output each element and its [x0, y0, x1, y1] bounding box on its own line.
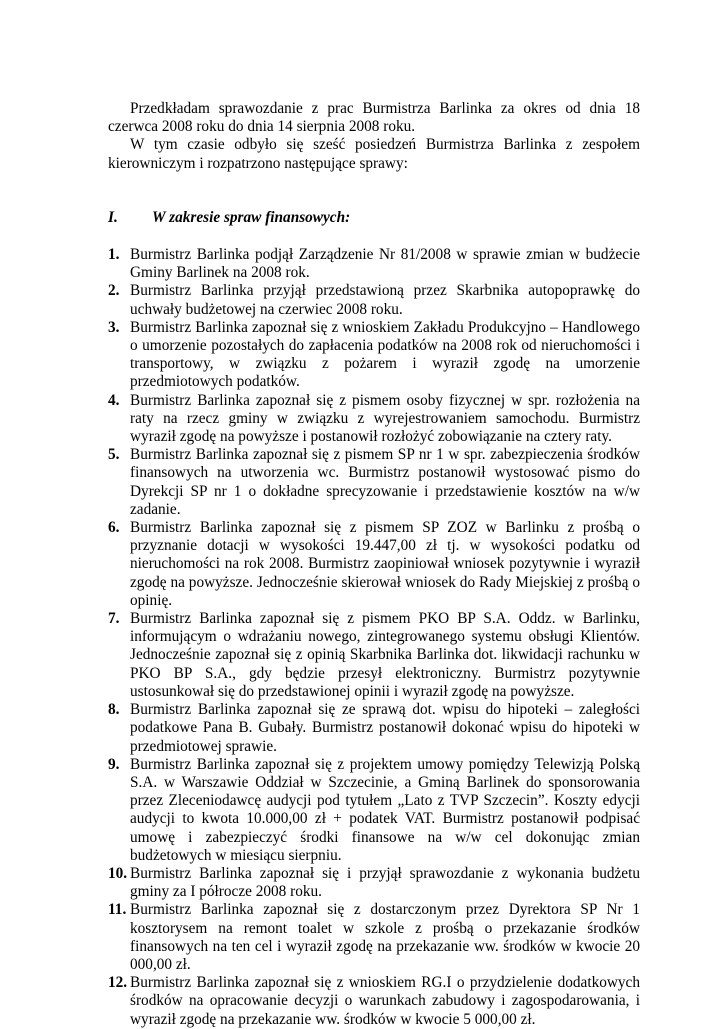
list-item [108, 865, 640, 901]
item-text: Burmistrz Barlinka zapoznał się z pismem SP ZOZ w Barlinku z prośbą o przyznanie dotacji w wysokości 19.447,00 zł tj. w wysokości podatku od nieruchomości na rok 2008. Burmistrz zaopiniował wniosek pozytywnie i wyraził zgodę na powyższe. Jednocześnie skierował wniosek do Rady Miejskiej z prośbą o opinię. [130, 519, 640, 609]
list-item [108, 282, 640, 318]
item-number: 4. [108, 391, 120, 409]
item-number: 10. [108, 864, 128, 882]
intro-paragraph-1: Przedkładam sprawozdanie z prac Burmistrza Barlinka za okres od dnia 18 czerwca 2008 roku do dnia 14 sierpnia 2008 roku. [108, 100, 640, 136]
item-number: 1. [108, 246, 120, 264]
list-item [108, 701, 640, 756]
item-number: 7. [108, 610, 120, 628]
item-text: Burmistrz Barlinka zapoznał się z wnioskiem RG.I o przydzielenie dodatkowych środków na opracowanie decyzji o warunkach zabudowy i zagospodarowania, i wyraził zgodę na przekazanie ww. środków w kwocie 5 000,00 zł. [130, 974, 640, 1028]
items-list [108, 246, 640, 1029]
list-item [108, 901, 640, 974]
item-number: 3. [108, 318, 120, 336]
item-text: Burmistrz Barlinka zapoznał się i przyjął sprawozdanie z wykonania budżetu gminy za I półrocze 2008 roku. [130, 864, 640, 901]
item-number: 8. [108, 701, 120, 719]
item-text: Burmistrz Barlinka podjął Zarządzenie Nr 81/2008 w sprawie zmian w budżecie Gminy Barlinek na 2008 rok. [130, 246, 640, 282]
list-item [108, 974, 640, 1029]
list-item [108, 446, 640, 519]
item-text: Burmistrz Barlinka zapoznał się z dostarczonym przez Dyrektora SP Nr 1 kosztorysem na remont toalet w szkole z prośbą o przekazanie środków finansowych na ten cel i wyraził zgodę na przekazanie ww. środków w kwocie 20 000,00 zł. [130, 901, 640, 973]
item-number: 2. [108, 282, 120, 300]
item-text: Burmistrz Barlinka zapoznał się ze sprawą dot. wpisu do hipoteki – zaległości podatkowe Pana B. Gubały. Burmistrz postanowił dokonać wpisu do hipoteki w przedmiotowej sprawie. [130, 701, 640, 755]
item-number: 9. [108, 755, 120, 773]
item-number: 6. [108, 519, 120, 537]
item-text: Burmistrz Barlinka zapoznał się z wnioskiem Zakładu Produkcyjno – Handlowego o umorzenie pozostałych do zapłacenia podatków na 2008 rok od nieruchomości i transportowy, w związku z pożarem i wyraził zgodę na umorzenie przedmiotowych podatków. [130, 318, 640, 391]
list-item [108, 610, 640, 701]
section-heading [108, 209, 640, 227]
intro-paragraph-2: W tym czasie odbyło się sześć posiedzeń Burmistrza Barlinka z zespołem kierowniczym i rozpatrzono następujące sprawy: [108, 136, 640, 172]
item-text: Burmistrz Barlinka zapoznał się z projektem umowy pomiędzy Telewizją Polską S.A. w Warszawie Oddział w Szczecinie, a Gminą Barlinek do sponsorowania przez Zleceniodawcę audycji pod tytułem „Lato z TVP Szczecin”. Koszty edycji audycji to kwota 10.000,00 zł + podatek VAT. Burmistrz postanowił podpisać umowę i zabezpieczyć środki finansowe na w/w cel dokonując zmian budżetowych w miesiącu sierpniu. [130, 755, 640, 864]
item-number: 12. [108, 974, 128, 992]
item-text: Burmistrz Barlinka zapoznał się z pismem PKO BP S.A. Oddz. w Barlinku, informującym o wdrażaniu nowego, zintegrowanego systemu obsługi Klientów. Jednocześnie zapoznał się z opinią Skarbnika Barlinka dot. likwidacji rachunku w PKO BP S.A., gdy będzie przesył elektroniczny. Burmistrz pozytywnie ustosunkował się do przedstawionej opinii i wyraził zgodę na powyższe. [130, 610, 640, 700]
list-item [108, 246, 640, 282]
item-text: Burmistrz Barlinka zapoznał się z pismem SP nr 1 w spr. zabezpieczenia środków finansowych na utworzenia wc. Burmistrz postanowił wystosować pismo do Dyrekcji SP nr 1 o dokładne sprecyzowanie i przedstawienie kosztów na w/w zadanie. [130, 446, 640, 518]
section-number: I. [108, 208, 118, 226]
list-item [108, 319, 640, 392]
item-text: Burmistrz Barlinka przyjął przedstawioną przez Skarbnika autopoprawkę do uchwały budżetowej na czerwiec 2008 roku. [130, 282, 640, 318]
item-text: Burmistrz Barlinka zapoznał się z pismem osoby fizycznej w spr. rozłożenia na raty na rzecz gminy w związku z wyrejestrowaniem samochodu. Burmistrz wyraził zgodę na powyższe i postanowił rozłożyć zobowiązanie na cztery raty. [130, 391, 640, 446]
list-item [108, 519, 640, 610]
section-title: W zakresie spraw finansowych: [152, 208, 351, 226]
list-item [108, 392, 640, 447]
item-number: 5. [108, 446, 120, 464]
list-item [108, 756, 640, 865]
document-page [108, 100, 640, 1029]
item-number: 11. [108, 901, 127, 919]
